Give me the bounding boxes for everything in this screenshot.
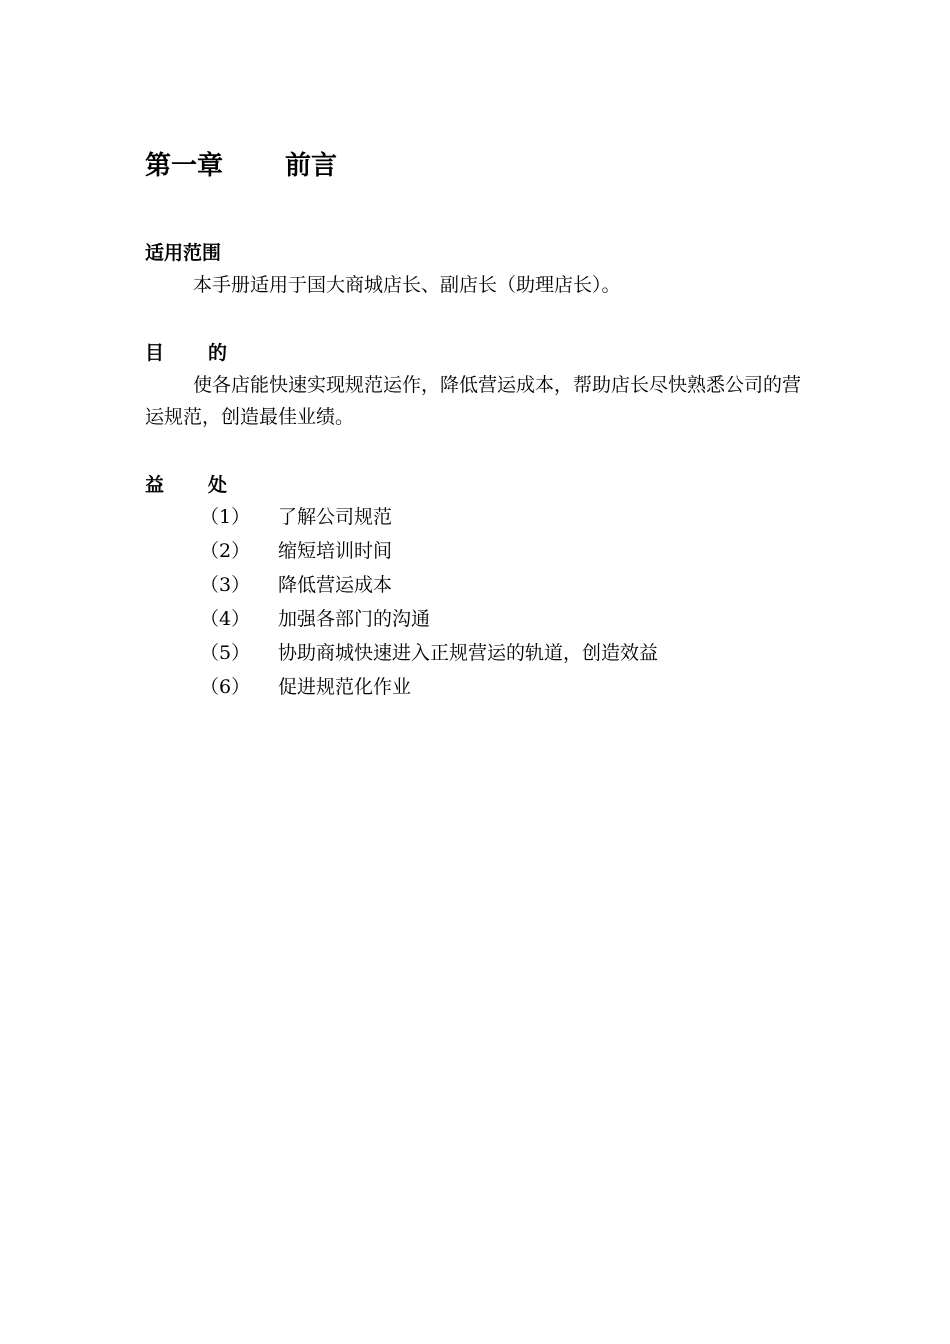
list-item-number: （6） [200, 676, 251, 698]
list-item [0, 670, 950, 704]
list-item-text: 了解公司规范 [278, 506, 393, 528]
scope-heading: 适用范围 [145, 242, 222, 264]
chapter-title [145, 148, 337, 184]
purpose-heading-part2: 的 [208, 342, 228, 364]
list-item [0, 602, 950, 636]
benefits-list [0, 500, 950, 704]
benefits-heading-part2: 处 [208, 474, 228, 496]
list-item [0, 534, 950, 568]
list-item-number: （5） [200, 642, 251, 664]
list-item-text: 缩短培训时间 [278, 540, 393, 562]
scope-paragraph: 本手册适用于国大商城店长、副店长（助理店长）。 [193, 274, 621, 296]
chapter-number: 第一章 [145, 151, 224, 181]
list-item-number: （3） [200, 574, 251, 596]
benefits-heading [145, 472, 227, 498]
purpose-heading [145, 340, 227, 366]
list-item-text: 加强各部门的沟通 [278, 608, 431, 630]
list-item [0, 636, 950, 670]
list-item-text: 促进规范化作业 [278, 676, 412, 698]
list-item [0, 568, 950, 602]
list-item-number: （4） [200, 608, 251, 630]
list-item-number: （1） [200, 506, 251, 528]
benefits-heading-part1: 益 [145, 474, 165, 496]
list-item-text: 降低营运成本 [278, 574, 393, 596]
purpose-paragraph: 使各店能快速实现规范运作，降低营运成本，帮助店长尽快熟悉公司的营运规范，创造最佳业绩。 [145, 374, 802, 428]
list-item [0, 500, 950, 534]
list-item-number: （2） [200, 540, 251, 562]
purpose-heading-part1: 目 [145, 342, 165, 364]
chapter-title-text: 前言 [285, 151, 338, 181]
list-item-text: 协助商城快速进入正规营运的轨道，创造效益 [278, 642, 659, 664]
